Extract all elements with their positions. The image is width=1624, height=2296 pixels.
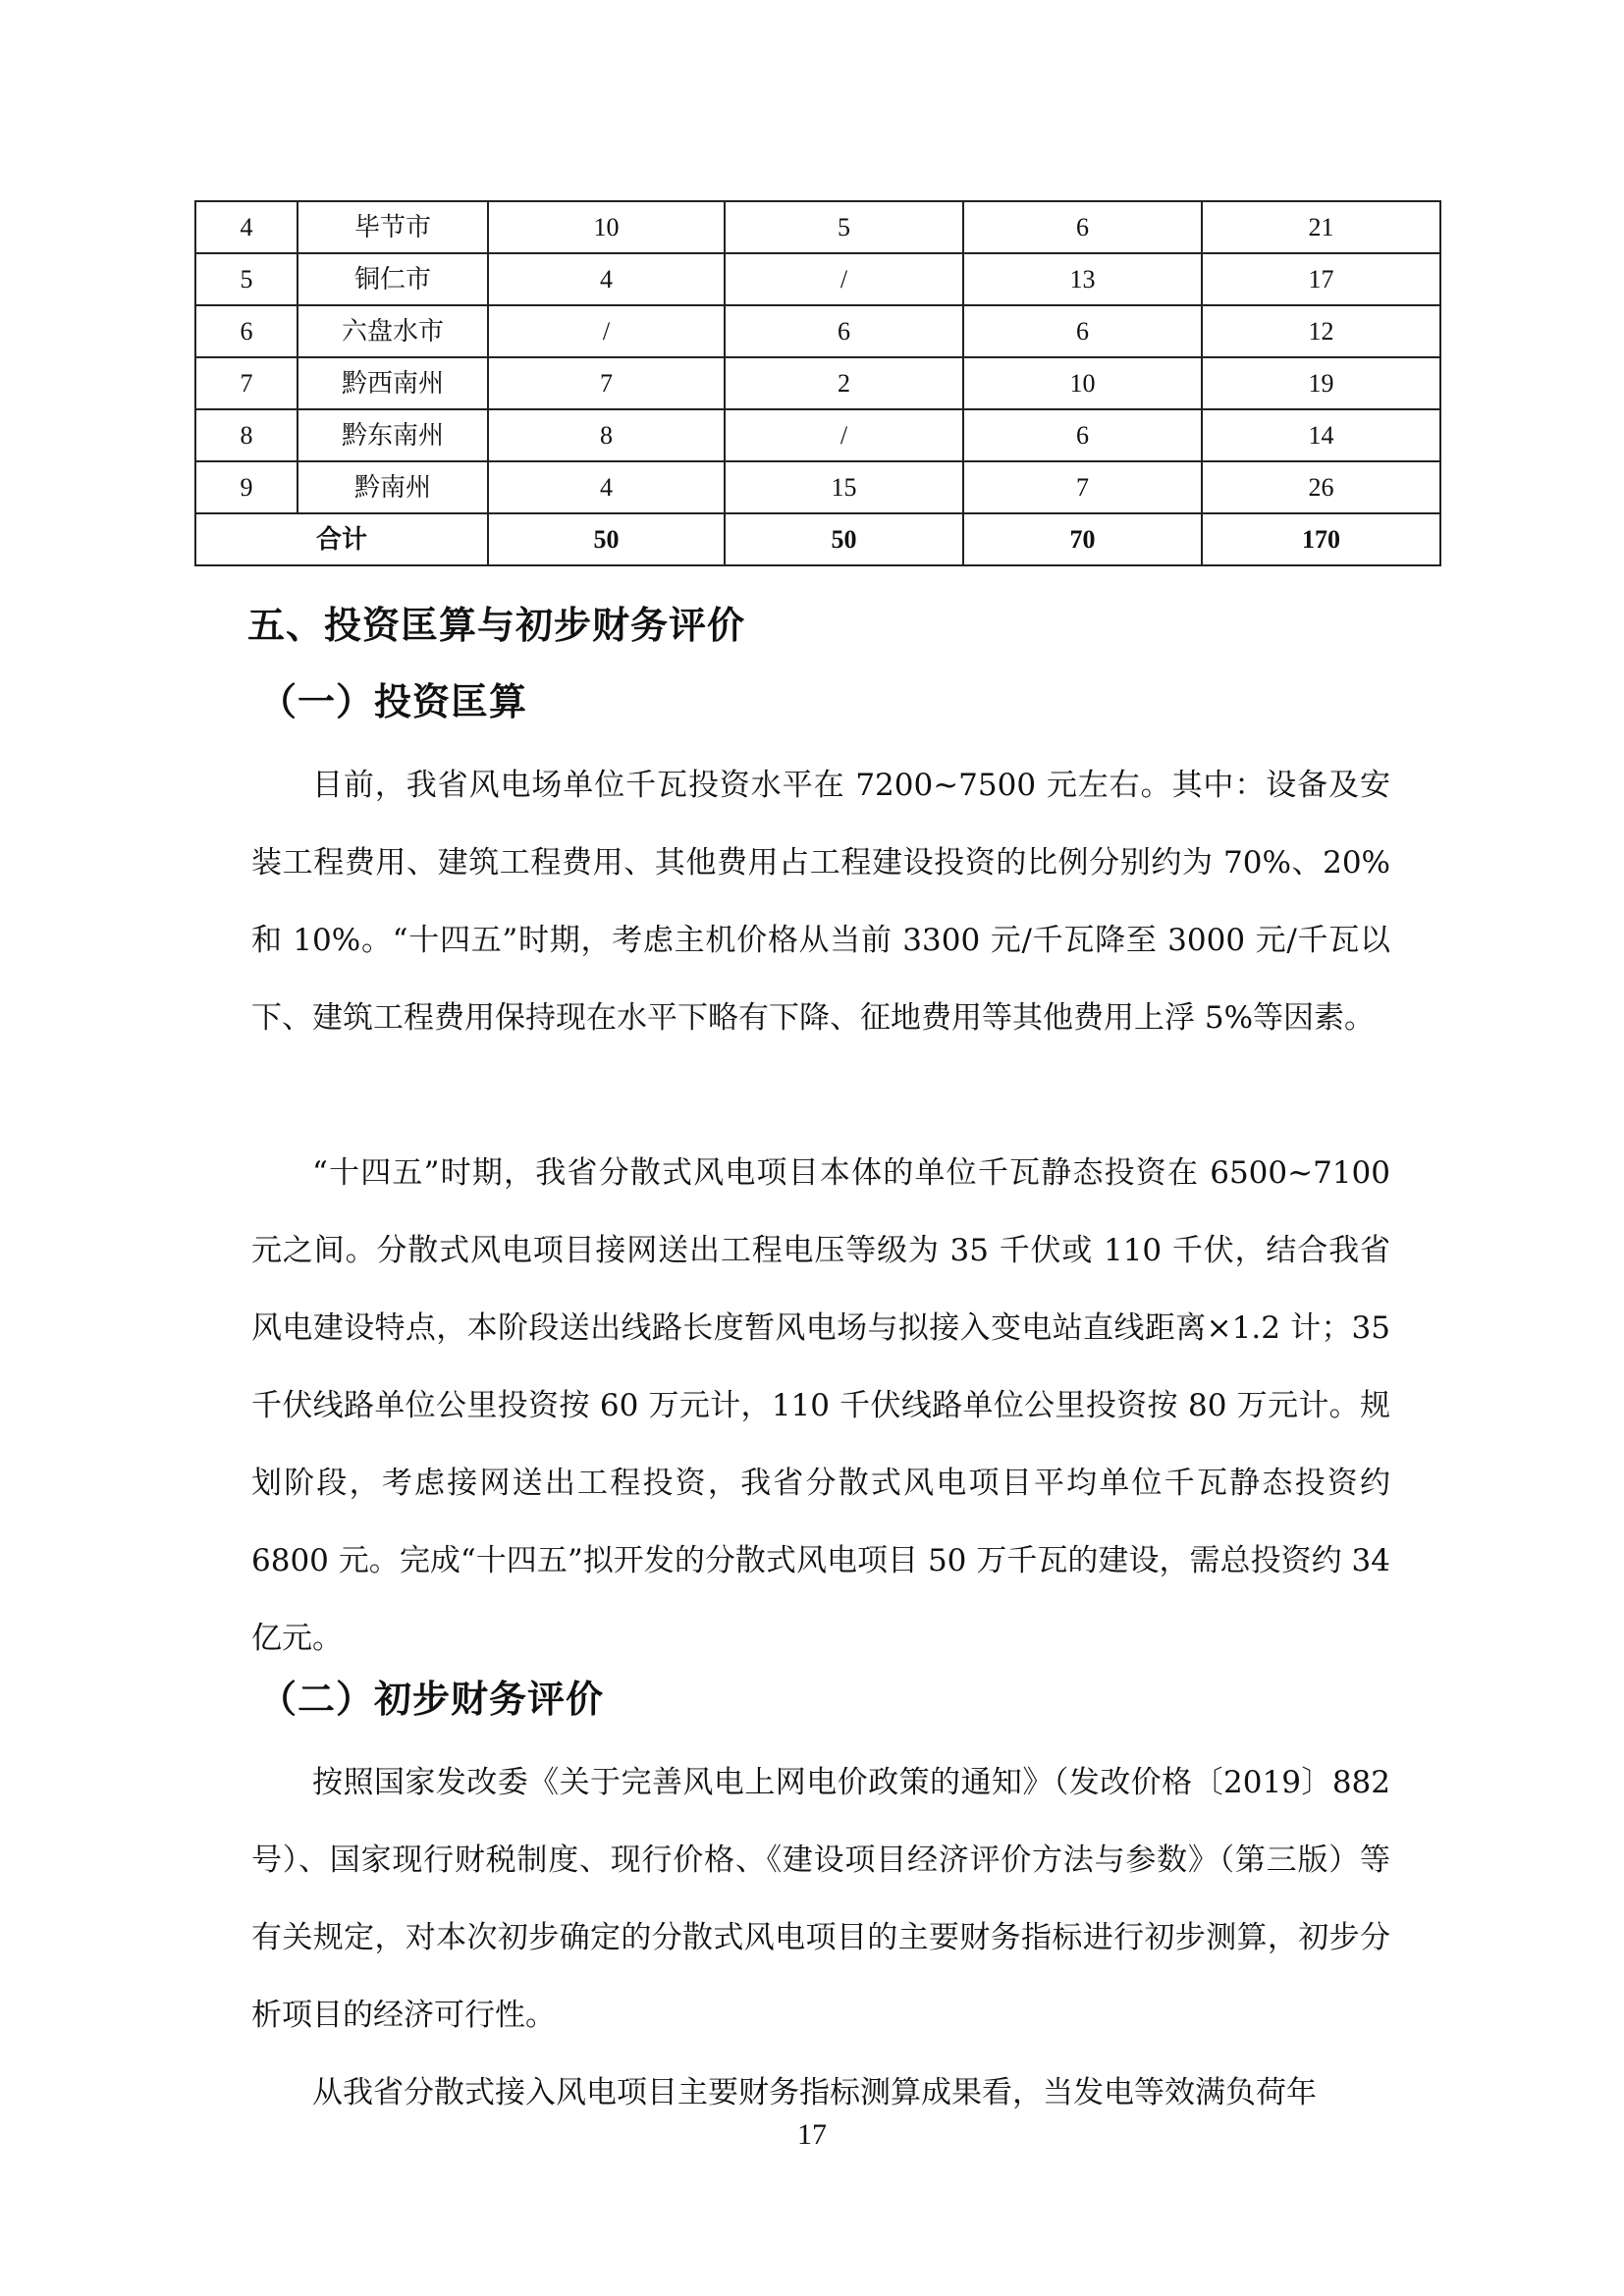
subsection-heading-investment: （一）投资匡算 [259,680,528,723]
row-total: 21 [1202,201,1440,253]
region-name: 毕节市 [298,201,488,253]
table-row [195,409,1440,461]
table-cell: 2 [725,357,963,409]
row-index: 8 [195,409,298,461]
row-index: 7 [195,357,298,409]
section-heading: 五、投资匡算与初步财务评价 [247,604,746,647]
row-index: 6 [195,305,298,357]
table-cell: / [488,305,725,357]
row-index: 9 [195,461,298,513]
table-cell: 10 [963,357,1202,409]
table-cell: 7 [488,357,725,409]
region-name: 六盘水市 [298,305,488,357]
paragraph: 目前，我省风电场单位千瓦投资水平在 7200~7500 元左右。其中：设备及安装工程费用、建筑工程费用、其他费用占工程建设投资的比例分别约为 70%、20%和 10%。“十四五”时期，考虑主机价格从当前 3300 元/千瓦降至 3000 元/千瓦以下、建筑工程费用保持现在水平下略有下降、征地费用等其他费用上浮 5%等因素。 [251,768,1390,1036]
table-row [195,461,1440,513]
paragraph: 从我省分散式接入风电项目主要财务指标测算成果看，当发电等效满负荷年 [312,2075,1317,2110]
table-cell: 6 [963,305,1202,357]
row-total: 12 [1202,305,1440,357]
table-cell: 13 [963,253,1202,305]
paragraph: “十四五”时期，我省分散式风电项目本体的单位千瓦静态投资在 6500~7100 元之间。分散式风电项目接网送出工程电压等级为 35 千伏或 110 千伏，结合我省风电建设特点，本阶段送出线路长度暂风电场与拟接入变电站直线距离×1.2 计；35 千伏线路单位公里投资按 60 万元计，110 千伏线路单位公里投资按 80 万元计。规划阶段，考虑接网送出工程投资，我省分散式风电项目平均单位千瓦静态投资约 6800 元。完成“十四五”拟开发的分散式风电项目 50 万千瓦的建设，需总投资约 34 亿元。 [251,1155,1390,1656]
table-cell: 5 [725,201,963,253]
region-name: 黔南州 [298,461,488,513]
project-count-table [194,200,1441,566]
table-cell: / [725,409,963,461]
table-row [195,305,1440,357]
total-cell: 50 [725,513,963,565]
table-cell: 4 [488,461,725,513]
region-name: 铜仁市 [298,253,488,305]
table-total-row [195,513,1440,565]
total-cell: 50 [488,513,725,565]
region-name: 黔西南州 [298,357,488,409]
table-row [195,201,1440,253]
paragraph: 按照国家发改委《关于完善风电上网电价政策的通知》（发改价格〔2019〕882 号）、国家现行财税制度、现行价格、《建设项目经济评价方法与参数》（第三版）等有关规定，对本次初步确定的分散式风电项目的主要财务指标进行初步测算，初步分析项目的经济可行性。 [251,1765,1390,2033]
table-cell: 6 [963,409,1202,461]
total-label: 合计 [195,513,488,565]
row-total: 19 [1202,357,1440,409]
table-cell: / [725,253,963,305]
table-cell: 15 [725,461,963,513]
page-number: 17 [797,2118,827,2151]
table-cell: 10 [488,201,725,253]
row-total: 17 [1202,253,1440,305]
row-index: 5 [195,253,298,305]
table-cell: 6 [725,305,963,357]
table-row [195,253,1440,305]
region-name: 黔东南州 [298,409,488,461]
table-cell: 4 [488,253,725,305]
total-cell: 70 [963,513,1202,565]
row-total: 26 [1202,461,1440,513]
table-cell: 8 [488,409,725,461]
grand-total: 170 [1202,513,1440,565]
table-cell: 7 [963,461,1202,513]
row-index: 4 [195,201,298,253]
table-cell: 6 [963,201,1202,253]
table-row [195,357,1440,409]
row-total: 14 [1202,409,1440,461]
subsection-heading-financial: （二）初步财务评价 [259,1678,605,1721]
